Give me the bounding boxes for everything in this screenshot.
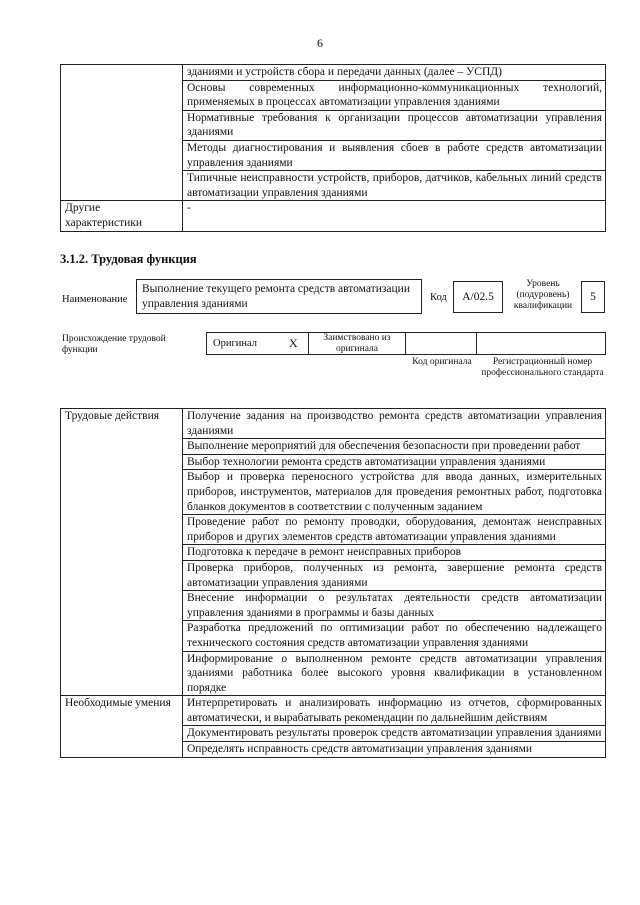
knowledge-table [60, 64, 606, 232]
code-original-caption: Код оригинала [412, 357, 472, 367]
original-label: Оригинал [213, 338, 257, 349]
table-row [61, 409, 606, 439]
labor-function-table-body [61, 409, 606, 758]
code-original-cell [406, 333, 477, 354]
row-content: Методы диагностирования и выявления сбоев в работе средств автоматизации управления зданиями [183, 140, 606, 170]
knowledge-table-body [61, 65, 606, 232]
row-content: Информирование о выполненном ремонте средств автоматизации управления зданиями работника более высокого уровня квалификации в установленном порядке [183, 651, 606, 696]
row-content: Нормативные требования к организации процессов автоматизации управления зданиями [183, 110, 606, 140]
level-value: 5 [590, 291, 596, 303]
reg-number-caption: Регистрационный номер профессионального стандарта [481, 357, 604, 378]
row-content: Разработка предложений по оптимизации работ по обеспечению надлежащего технического состояния средств автоматизации управления зданиями [183, 621, 606, 651]
code-label: Код [430, 292, 447, 303]
row-content: Определять исправность средств автоматизации управления зданиями [183, 742, 606, 758]
row-content: Основы современных информационно-коммуникационных технологий, применяемых в процессах автоматизации управления зданиями [183, 80, 606, 110]
row-content: Внесение информации о результатах деятельности средств автоматизации управления зданиями в программы и базы данных [183, 591, 606, 621]
table-row [61, 696, 606, 726]
code-value: A/02.5 [462, 291, 494, 303]
labor-function-table [60, 408, 606, 758]
table-row [61, 65, 606, 81]
row-content: Проведение работ по ремонту проводки, оборудования, демонтаж неисправных приборов и других элементов средств автоматизации управления зданиями [183, 515, 606, 545]
table-row [61, 201, 606, 231]
row-content: Документировать результаты проверок средств автоматизации управления зданиями [183, 726, 606, 742]
origin-label: Происхождение трудовой функции [62, 334, 166, 355]
function-name-box [136, 279, 422, 314]
row-content: зданиями и устройств сбора и передачи данных (далее – УСПД) [183, 65, 606, 81]
original-mark: X [289, 336, 298, 350]
row-content: Интерпретировать и анализировать информацию из отчетов, сформированных автоматически, и вырабатывать рекомендации по дальнейшим действиям [183, 696, 606, 726]
row-content: Выбор технологии ремонта средств автоматизации управления зданиями [183, 454, 606, 470]
skills-label: Необходимые умения [61, 696, 183, 757]
level-label: Уровень (подуровень) квалификации [513, 279, 573, 311]
level-box [581, 281, 605, 313]
row-content: Типичные неисправности устройств, приборов, датчиков, кабельных линий средств автоматизации управления зданиями [183, 171, 606, 201]
row-content: Получение задания на производство ремонта средств автоматизации управления зданиями [183, 409, 606, 439]
original-cell [207, 333, 309, 354]
row-label-empty [61, 65, 183, 201]
section-title: 3.1.2. Трудовая функция [60, 252, 197, 266]
row-content: Выбор и проверка переносного устройства для ввода данных, измерительных приборов, инструментов, материалов для проведения ремонтных работ, подготовка бланков документов в соответствии с полученным заданием [183, 470, 606, 515]
page-number: 6 [317, 36, 323, 50]
origin-box [206, 332, 606, 355]
row-content: - [183, 201, 606, 231]
reg-number-cell [477, 333, 605, 354]
row-content: Выполнение мероприятий для обеспечения безопасности при проведении работ [183, 439, 606, 455]
code-box [453, 281, 503, 313]
function-name-value: Выполнение текущего ремонта средств автоматизации управления зданиями [142, 283, 410, 310]
borrowed-label: Заимствовано из оригинала [323, 333, 391, 354]
row-content: Проверка приборов, полученных из ремонта, завершение ремонта средств автоматизации управления зданиями [183, 560, 606, 590]
row-label: Другие характеристики [61, 201, 183, 231]
borrowed-cell [309, 333, 406, 354]
labor-actions-label: Трудовые действия [61, 409, 183, 696]
name-label: Наименование [62, 294, 128, 305]
row-content: Подготовка к передаче в ремонт неисправных приборов [183, 545, 606, 561]
